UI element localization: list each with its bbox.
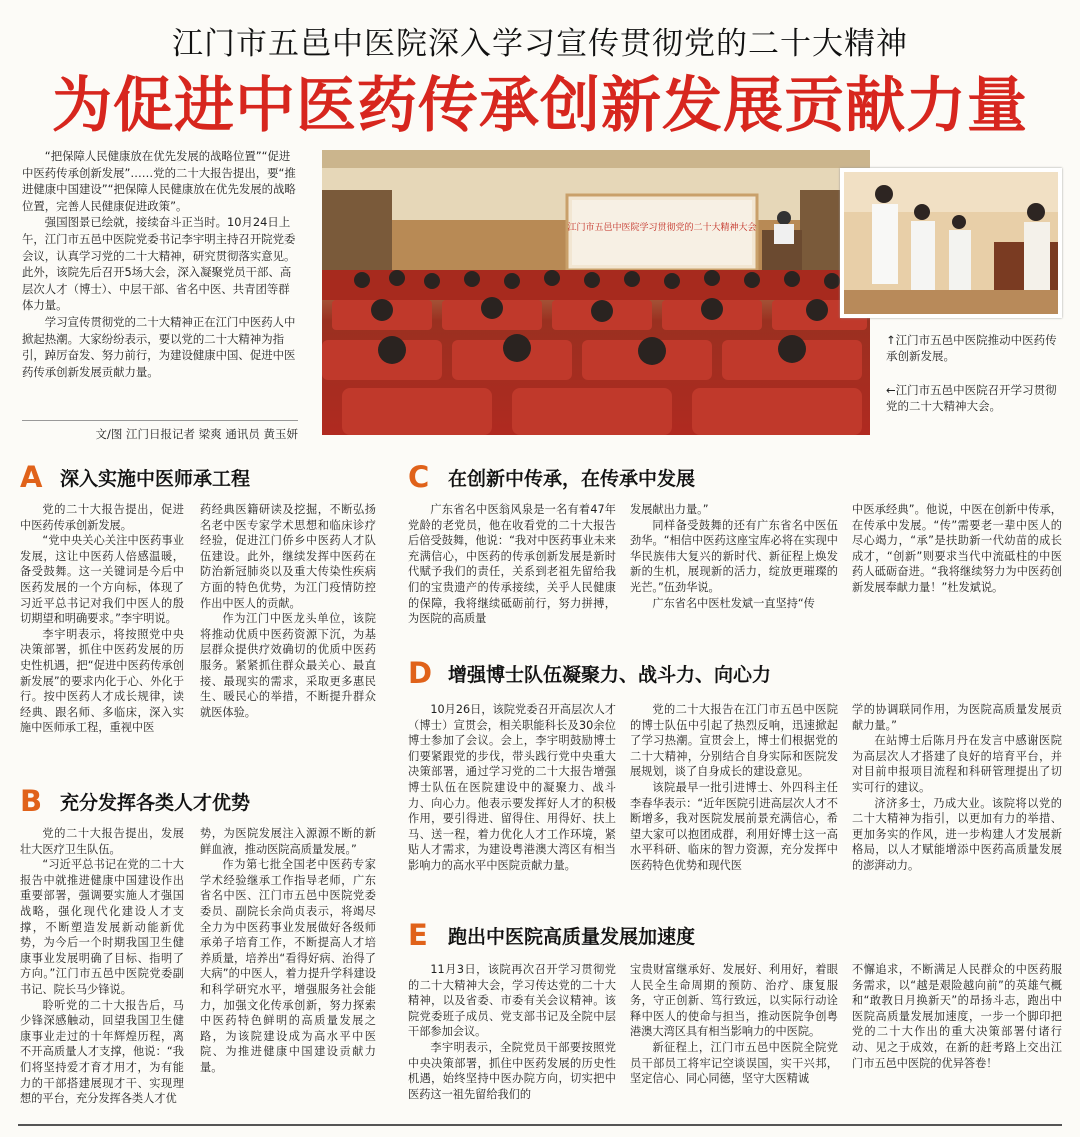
intro-paragraph: 强国图景已绘就，接续奋斗正当时。10月24日上午，江门市五邑中医院党委书记李宇明主持召开院党委会议，认真学习党的二十大精神，研究贯彻落实意见。此外，该院先后召开5场大会，深入凝聚党员干部、高层次人才（博士）、中层干部、省名中医、共青团等群体力量。 (22, 215, 296, 313)
paragraph: 李宇明表示，将按照党中央决策部署，抓住中医药发展的历史性机遇，把“促进中医药传承创新发展”的要求内化于心、外化于行。按中医药人才成长规律，读经典、跟名师、多临床，深入实施中医师承工程，重视中医 (20, 627, 184, 735)
paragraph: “习近平总书记在党的二十大报告中就推进健康中国建设作出重要部署，强调要实施人才强国战略，强化现代化建设人才支撑，不断塑造发展新动能新优势，为今后一个时期我国卫生健康事业发展明确了目标、指明了方向。”江门市五邑中医院党委副书记、院长马少锋说。 (20, 858, 184, 996)
paragraph: 药经典医籍研读及挖掘，不断弘扬名老中医专家学术思想和临床诊疗经验，促进江门侨乡中医药人才队伍建设。此外，继续发挥中医药在防治新冠肺炎以及重大传染性疾病方面的特色优势，为江门疫情防控作出中医人的贡献。 (200, 503, 376, 610)
bottom-divider (18, 1124, 1062, 1126)
paragraph: 发展献出力量。” (630, 503, 709, 516)
paragraph: “党中央关心关注中医药事业发展，这让中医药人倍感温暖，备受鼓舞。这一关键词是今后中医药发展的一个方向标，体现了习近平总书记对我们中医人的殷切期望和明确要求。”李宇明说。 (20, 534, 184, 626)
paragraph: 党的二十大报告在江门市五邑中医院的博士队伍中引起了热烈反响，迅速掀起了学习热潮。宣贯会上，博士们根据党的二十大精神，分别结合自身实际和医院发展规划，谈了自身成长的建设意见。 (630, 703, 838, 779)
section-b-column-2 (200, 826, 376, 1121)
section-c-column-3 (852, 502, 1062, 642)
section-letter: A (20, 460, 43, 494)
section-b-column-1 (20, 826, 184, 1121)
section-c-column-1 (408, 502, 616, 642)
section-a-column-2 (200, 502, 376, 762)
headline: 为促进中医药传承创新发展贡献力量 (52, 71, 1028, 141)
section-d-column-3 (852, 702, 1062, 902)
paragraph: 学的协调联同作用，为医院高质量发展贡献力量。” (852, 703, 1062, 732)
paragraph: 济济多士，乃成大业。该院将以党的二十大精神为指引，以更加有力的举措、更加务实的作风，进一步构建人才发展新格局，以人才赋能增添中医药高质量发展的澎湃动力。 (852, 796, 1062, 872)
section-letter: C (408, 460, 430, 494)
paragraph: 在站博士后陈月丹在发言中感谢医院为高层次人才搭建了良好的培育平台，并对目前申报项目流程和科研管理提出了切实可行的建议。 (852, 734, 1062, 794)
section-d-column-2 (630, 702, 838, 902)
paragraph: 党的二十大报告提出，发展壮大医疗卫生队伍。 (20, 827, 184, 856)
section-d-heading (408, 656, 771, 690)
section-c-column-2 (630, 502, 838, 642)
paragraph: 作为江门中医龙头单位，该院将推动优质中医药资源下沉，为基层群众提供疗效确切的优质中医药服务。紧紧抓住群众最关心、最直接、最现实的需求，采取更多惠民生、暖民心的举措，不断提升群众就医体验。 (200, 612, 376, 719)
paragraph: 宝贵财富继承好、发展好、利用好，着眼人民全生命周期的预防、治疗、康复服务，守正创新、笃行致远，以实际行动诠释中医人的使命与担当，推动医院争创粤港澳大湾区具有相当影响力的中医院。 (630, 963, 838, 1039)
paragraph: 11月3日，该院再次召开学习贯彻党的二十大精神大会，学习传达党的二十大精神，以及省委、市委有关会议精神。该院党委班子成员、党支部书记及全院中层干部参加会议。 (408, 963, 616, 1039)
photo-caption-main: ←江门市五邑中医院召开学习贯彻党的二十大精神大会。 (886, 383, 1057, 413)
byline: 文/图 江门日报记者 梁爽 通讯员 黄玉妍 (22, 420, 298, 442)
section-letter: D (408, 656, 433, 690)
paragraph: 不懈追求，不断满足人民群众的中医药服务需求，以“越是艰险越向前”的英雄气概和“敢教日月换新天”的昂扬斗志，跑出中医院高质量发展加速度，一步一个脚印把党的二十大作出的重大决策部署付诸行动、见之于成效，在新的赶考路上交出江门市五邑中医院的优异答卷！ (852, 963, 1062, 1070)
section-title: 充分发挥各类人才优势 (60, 791, 251, 814)
paragraph: 作为第七批全国老中医药专家学术经验继承工作指导老师，广东省名中医、江门市五邑中医院党委委员、副院长余尚贞表示，将竭尽全力为中医药事业发展做好各级师承弟子培育工作，不断提高人才培养质量，培养出“看得好病、治得了大病”的中医人，着力提升学科建设和科学研究水平，增强服务社会能力，加强文化传承创新，努力探索中医药特色鲜明的高质量发展之路，为该院建设成为高水平中医院、为推进健康中国建设贡献力量。 (200, 858, 376, 1074)
tcm-demonstration-photo (840, 168, 1062, 318)
intro-paragraph: “把保障人民健康放在优先发展的战略位置”“促进中医药传承创新发展”……党的二十大报告提出，要“推进健康中国建设”“把保障人民健康放在优先发展的战略位置，完善人民健康促进政策”。 (22, 149, 296, 213)
section-title: 深入实施中医师承工程 (60, 467, 251, 490)
section-c-heading (408, 460, 695, 494)
screen-text: 江门市五邑中医院学习贯彻党的二十大精神大会 (567, 223, 757, 233)
paragraph: 党的二十大报告提出，促进中医药传承创新发展。 (20, 503, 184, 532)
conference-hall-illustration (322, 150, 870, 435)
section-a-column-1 (20, 502, 184, 762)
intro-paragraph: 学习宣传贯彻党的二十大精神正在江门中医药人中掀起热潮。大家纷纷表示，要以党的二十大精神为指引，踔厉奋发、努力前行，为建设健康中国、促进中医药传承创新发展贡献力量。 (22, 314, 296, 379)
paragraph: 聆听党的二十大报告后，马少锋深感触动，回望我国卫生健康事业走过的十年辉煌历程，离不开高质量人才支撑，他说：“我们将坚持爱才育才用才，为有能力的干部搭建展现才干、实现理想的平台，充分发挥各类人才优 (20, 998, 184, 1106)
tcm-demonstration-illustration (844, 172, 1058, 314)
section-e-column-1 (408, 962, 616, 1122)
section-a-heading (20, 460, 250, 494)
paragraph: 同样备受鼓舞的还有广东省名中医伍劲华。“相信中医药这座宝库必将在实现中华民族伟大复兴的新时代、新征程上焕发新的生机，展现新的活力，绽放更璀璨的光芒。”伍劲华说。 (630, 518, 838, 594)
conference-hall-photo (322, 150, 870, 435)
section-letter: E (408, 918, 428, 952)
subheadline: 江门市五邑中医院深入学习宣传贯彻党的二十大精神 (172, 26, 908, 62)
section-d-column-1 (408, 702, 616, 902)
intro-text (22, 148, 298, 380)
section-title: 增强博士队伍凝聚力、战斗力、向心力 (448, 663, 772, 686)
paragraph: 10月26日，该院党委召开高层次人才（博士）宣贯会，相关职能科长及30余位博士参加了会议。会上，李宇明鼓励博士们要紧跟党的步伐，带头践行党中央重大决策部署，通过学习党的二十大报告增强博士队伍在医院建设中的凝聚力、战斗力、向心力。他表示要发挥好人才的积极作用，要引得进、留得住、用得好、扶上马、送一程，着力优化人才工作环境，紧贴人才需求，为建设粤港澳大湾区有相当影响力的高水平中医院贡献力量。 (408, 703, 616, 872)
section-title: 跑出中医院高质量发展加速度 (448, 925, 696, 948)
paragraph: 广东省名中医翁风泉是一名有着47年党龄的老党员，他在收看党的二十大报告后倍受鼓舞，他说：“我对中医药事业未来充满信心，中医药的传承创新发展是新时代赋予我们的责任，关系到老祖先留给我们的宝贵遗产的传承接续，关乎人民健康的保障，我将继续砥砺前行，努力拼搏，为医院的高质量 (408, 503, 616, 626)
paragraph: 该院最早一批引进博士、外四科主任李春华表示：“近年医院引进高层次人才不断增多，我对医院发展前景充满信心，希望大家可以抱团成群，利用好博士这一高水平科研、临床的智力资源，充分发挥中医药特色优势和现代医 (630, 780, 838, 872)
paragraph: 广东省名中医杜发斌一直坚持“传 (652, 596, 815, 610)
paragraph: 势，为医院发展注入源源不断的新鲜血液，推动医院高质量发展。” (200, 827, 376, 856)
paragraph: 新征程上，江门市五邑中医院全院党员干部员工将牢记空谈误国，实干兴邦，坚定信心、同心同德，坚守大医精诚 (630, 1040, 838, 1086)
section-e-column-3 (852, 962, 1062, 1122)
photo-caption-inset: ↑江门市五邑中医院推动中医药传承创新发展。 (886, 333, 1057, 363)
section-e-heading (408, 918, 695, 952)
paragraph: 李宇明表示，全院党员干部要按照党中央决策部署，抓住中医药发展的历史性机遇，始终坚持中医办院方向，切实把中医药这一祖先留给我们的 (408, 1040, 616, 1101)
paragraph: 中医承经典”。他说，中医在创新中传承，在传承中发展。“传”需要老一辈中医人的尽心竭力，“承”是扶助新一代幼苗的成长成才，“创新”则要求当代中流砥柱的中医药人砥砺奋进。“我将继续努力为中医药创新发展奉献力量！”杜发斌说。 (852, 503, 1062, 594)
section-b-heading (20, 784, 250, 818)
section-title: 在创新中传承，在传承中发展 (448, 467, 696, 490)
section-letter: B (20, 784, 43, 818)
section-e-column-2 (630, 962, 838, 1122)
